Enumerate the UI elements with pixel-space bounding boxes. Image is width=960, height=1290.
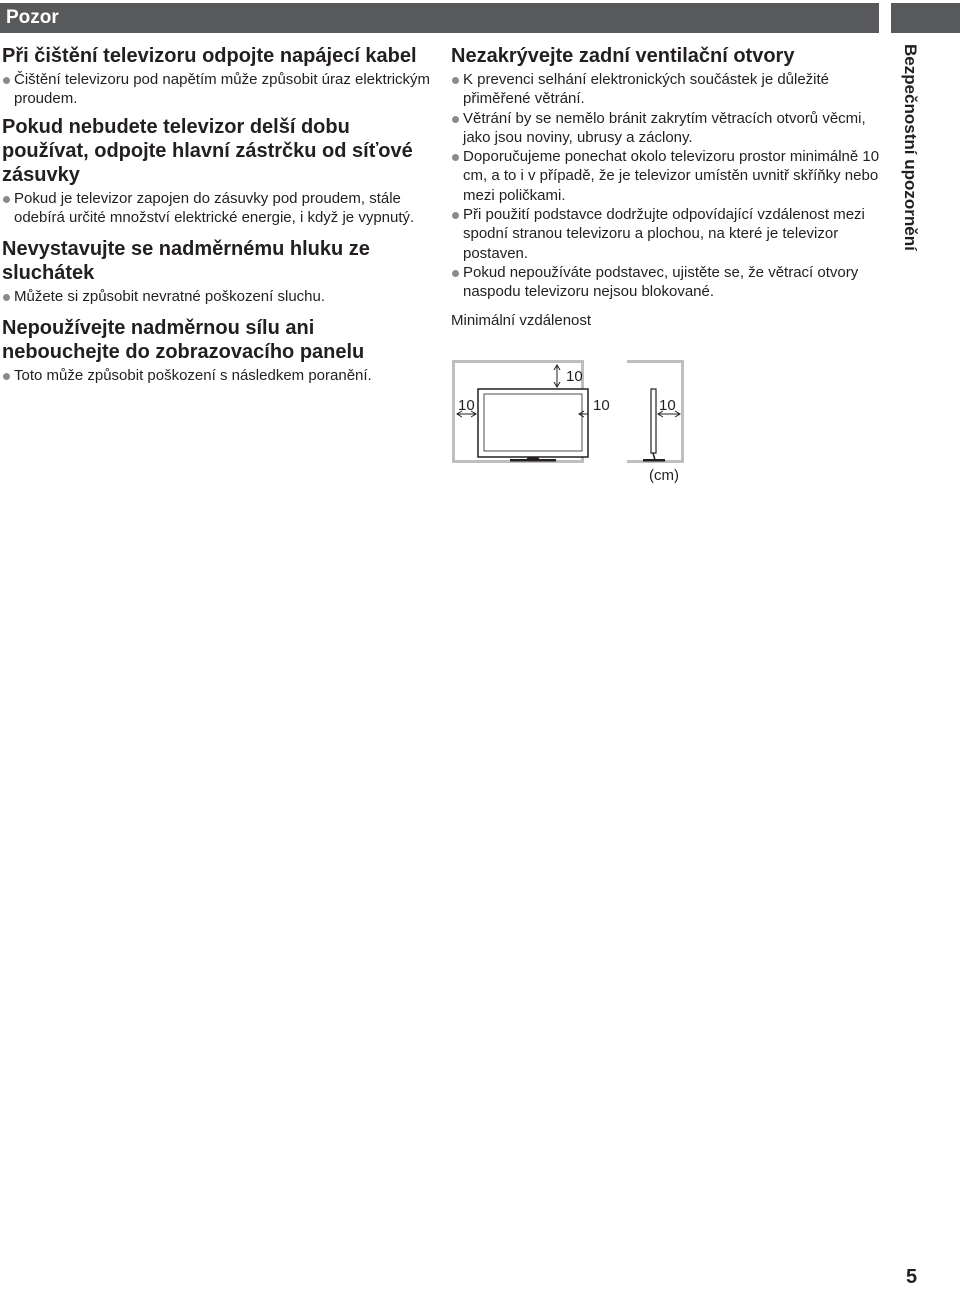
bullet-item: Můžete si způsobit nevratné poškození sluchu. <box>2 287 430 306</box>
section-headphones <box>2 237 430 306</box>
tv-stand-base <box>510 459 556 462</box>
unit-label: (cm) <box>649 467 679 484</box>
side-label <box>895 44 925 344</box>
side-label-text: Bezpečnostní upozornění <box>901 44 920 251</box>
tv-side-stand <box>643 459 665 462</box>
side-tab <box>891 3 960 33</box>
bullet-item: Větrání by se nemělo bránit zakrytím větracích otvorů věcmi, jako jsou noviny, ubrusy a záclony. <box>451 109 883 148</box>
section-panel-force <box>2 316 430 385</box>
section-header-bar <box>0 3 879 33</box>
bullet-item: K prevenci selhání elektronických součástek je důležité přiměřené větrání. <box>451 70 883 109</box>
section-heading: Nezakrývejte zadní ventilační otvory <box>451 45 795 67</box>
bullet-item: Pokud je televizor zapojen do zásuvky pod proudem, stále odebírá určité množství elektrické energie, i když je vypnutý. <box>2 189 430 228</box>
clearance-diagram <box>448 356 688 486</box>
section-heading: Nevystavujte se nadměrnému hluku ze sluchátek <box>2 238 370 285</box>
page-number: 5 <box>906 1266 918 1288</box>
bullet-item: Toto může způsobit poškození s následkem poranění. <box>2 366 430 385</box>
tv-side-outline <box>651 389 656 453</box>
rear-gap-label: 10 <box>659 397 676 414</box>
section-heading: Při čištění televizoru odpojte napájecí kabel <box>2 45 417 67</box>
right-gap-label: 10 <box>593 397 610 414</box>
bullet-list <box>451 70 883 302</box>
bullet-list <box>2 287 430 306</box>
section-heading: Nepoužívejte nadměrnou sílu ani nebouchejte do zobrazovacího panelu <box>2 317 365 364</box>
bullet-item: Pokud nepoužíváte podstavec, ujistěte se, že větrací otvory naspodu televizoru nejsou blokované. <box>451 263 883 302</box>
left-gap-label: 10 <box>458 397 475 414</box>
section-title: Pozor <box>6 7 59 28</box>
bullet-list <box>2 189 430 228</box>
tv-screen <box>484 394 582 451</box>
bullet-item: Doporučujeme ponechat okolo televizoru prostor minimálně 10 cm, a to i v případě, že je televizor umístěn uvnitř skříňky nebo mezi poličkami. <box>451 147 883 205</box>
right-column <box>451 44 883 330</box>
left-column <box>2 44 430 396</box>
min-distance-label: Minimální vzdálenost <box>451 311 592 329</box>
section-cleaning <box>2 44 430 109</box>
top-gap-label: 10 <box>566 368 583 385</box>
bullet-list <box>2 70 430 109</box>
bullet-list <box>2 366 430 385</box>
section-unplug <box>2 115 430 228</box>
section-heading: Pokud nebudete televizor delší dobu používat, odpojte hlavní zástrčku od síťové zásuvky <box>2 115 413 186</box>
bullet-item: Při použití podstavce dodržujte odpovídající vzdálenost mezi spodní stranou televizoru a plochou, na které je televizor postaven. <box>451 205 883 263</box>
bullet-item: Čištění televizoru pod napětím může způsobit úraz elektrickým proudem. <box>2 70 430 109</box>
